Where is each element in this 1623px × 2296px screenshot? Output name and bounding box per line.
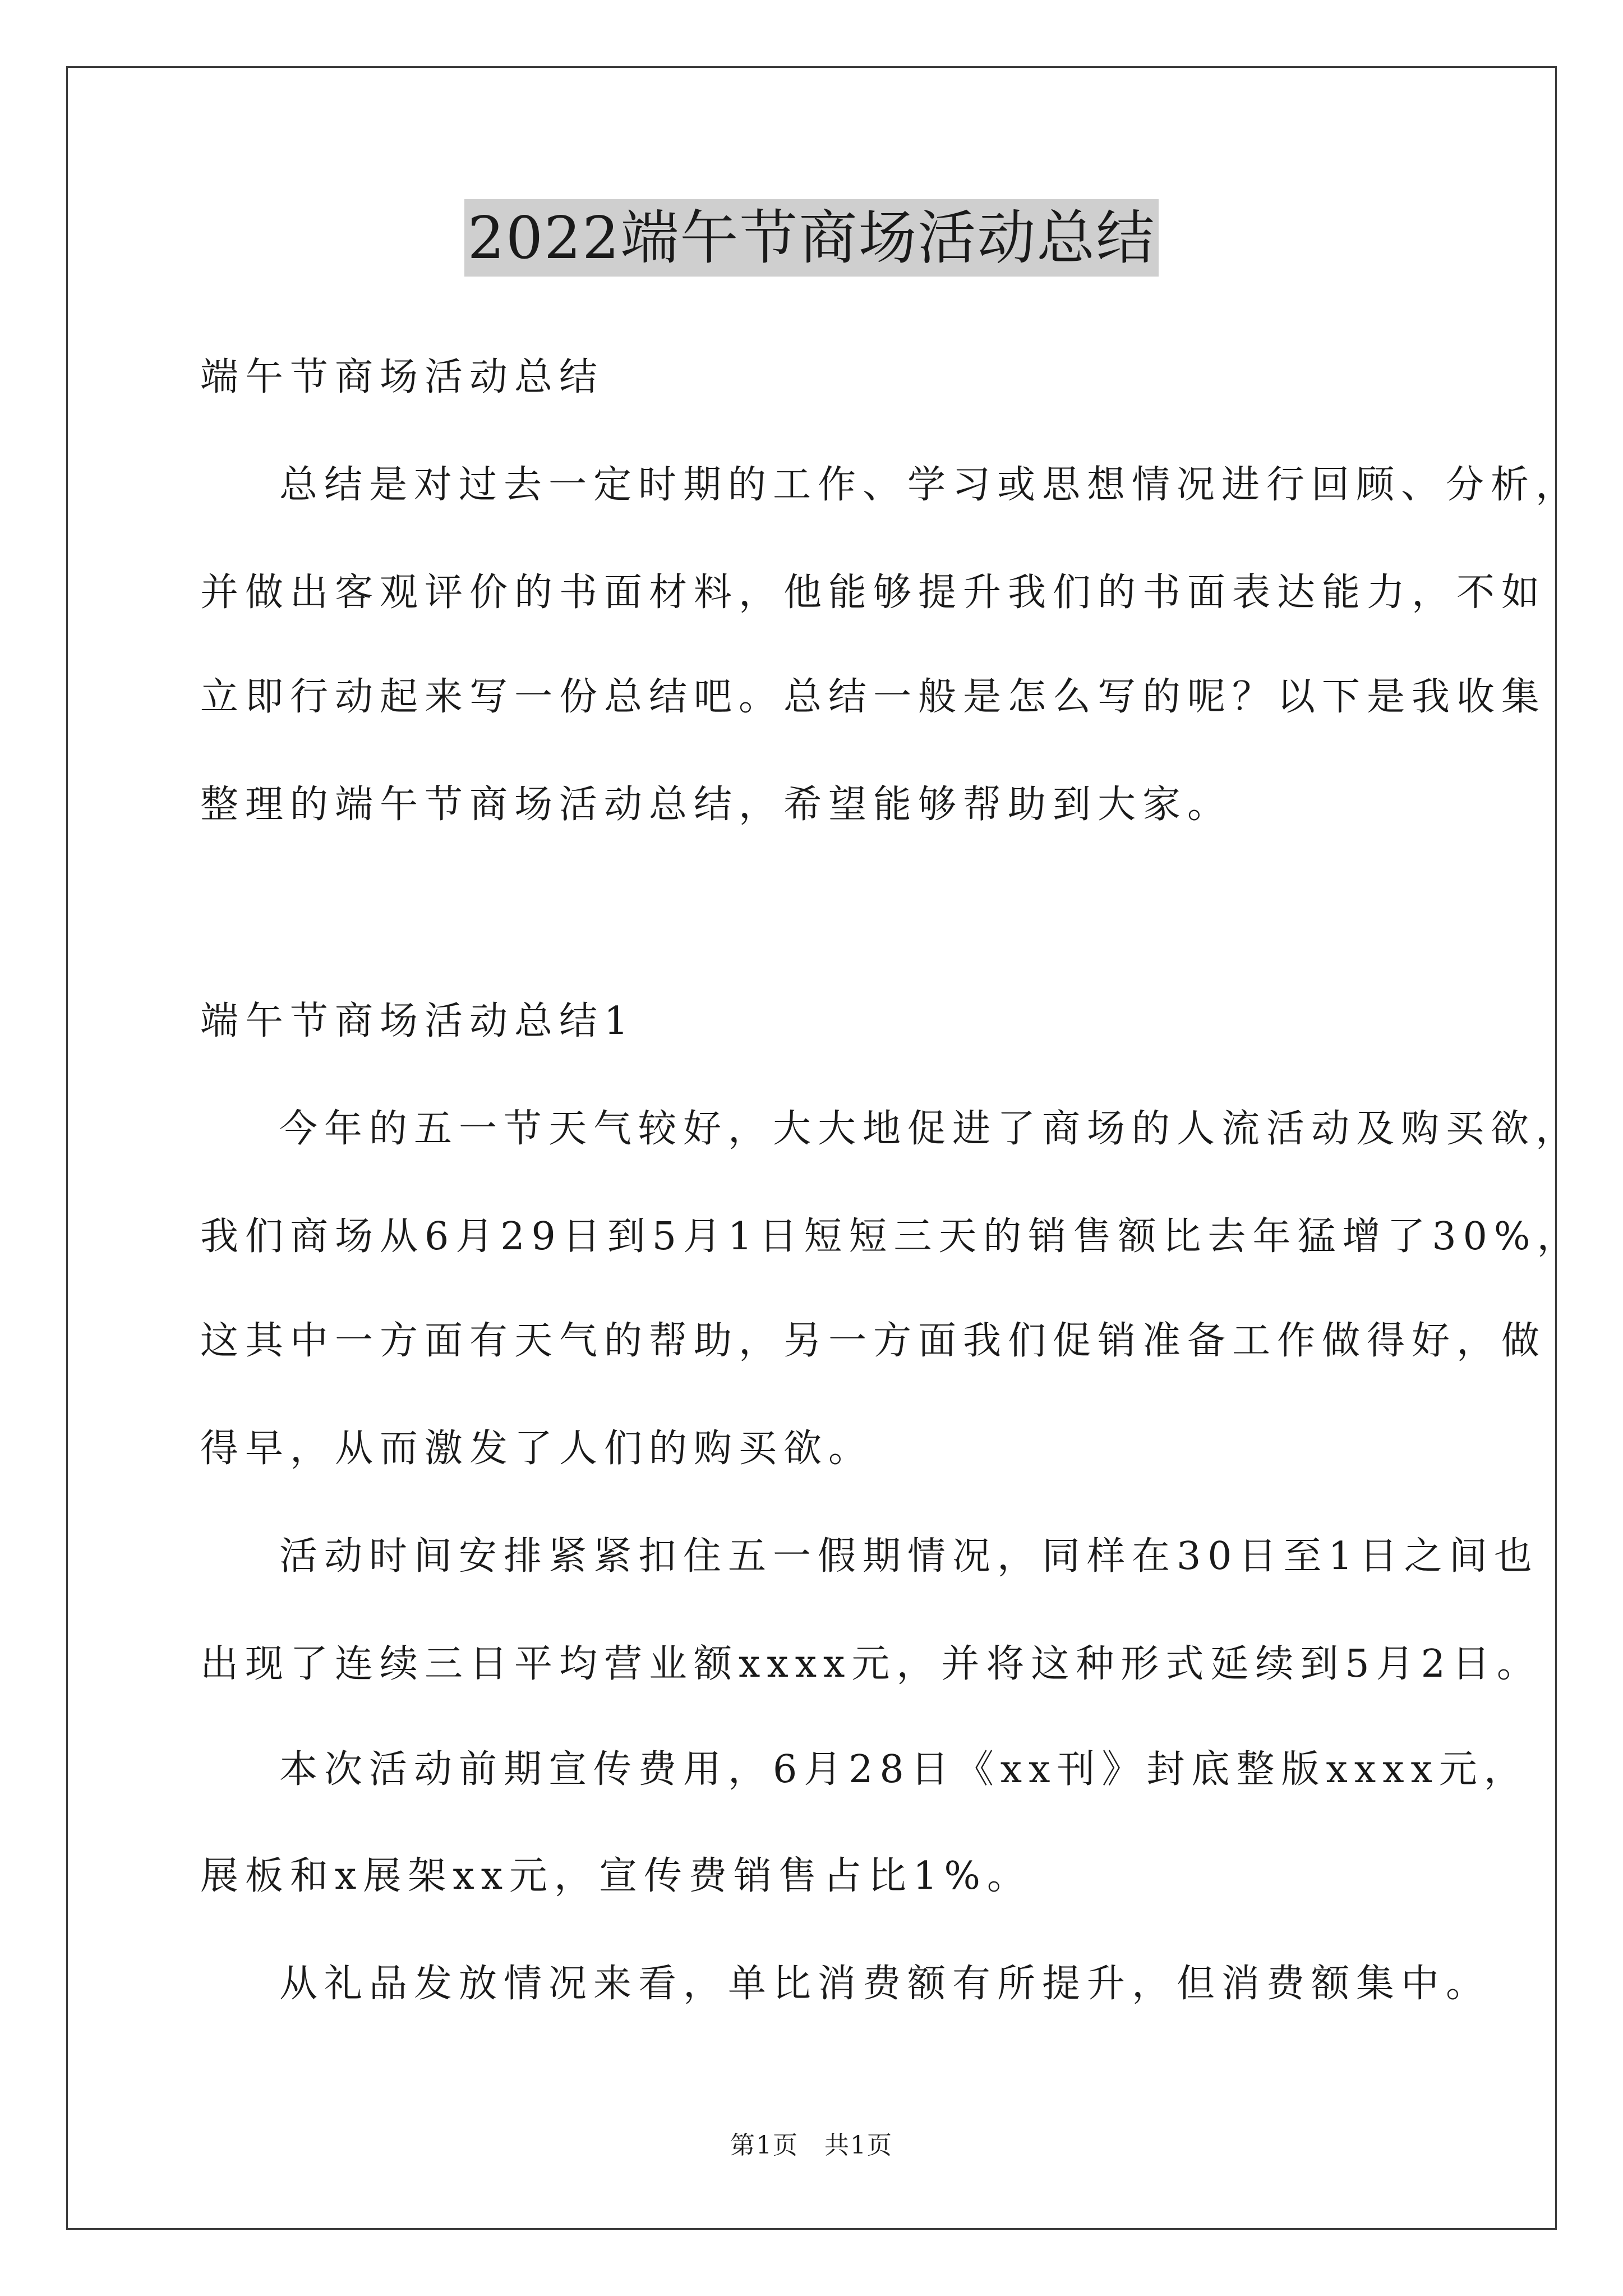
intro-line-4: 整理的端午节商场活动总结，希望能够帮助到大家。 [200,783,1233,827]
page-footer: 第1页 共1页 [730,2131,893,2160]
intro-line-3: 立即行动起来写一份总结吧。总结一般是怎么写的呢？以下是我收集 [200,675,1547,719]
para1-line-3: 这其中一方面有天气的帮助，另一方面我们促销准备工作做得好，做 [200,1319,1547,1363]
para1-line-4: 得早，从而激发了人们的购买欲。 [200,1427,874,1471]
section-heading: 端午节商场活动总结1 [200,999,635,1043]
intro-line-2: 并做出客观评价的书面材料，他能够提升我们的书面表达能力，不如 [200,570,1547,615]
title-container [0,199,1623,277]
para3-line-1: 本次活动前期宣传费用，6月28日《xx刊》封底整版xxxx元， [279,1747,1529,1792]
para4-line-1: 从礼品发放情况来看，单比消费额有所提升，但消费额集中。 [279,1962,1491,2006]
para2-line-1: 活动时间安排紧紧扣住五一假期情况，同样在30日至1日之间也 [279,1534,1539,1579]
document-title: 2022端午节商场活动总结 [464,199,1159,277]
para2-line-2: 出现了连续三日平均营业额xxxx元，并将这种形式延续到5月2日。 [200,1642,1542,1686]
para3-line-2: 展板和x展架xx元，宣传费销售占比1%。 [200,1854,1032,1898]
intro-line-1: 总结是对过去一定时期的工作、学习或思想情况进行回顾、分析， [279,463,1581,507]
subtitle: 端午节商场活动总结 [200,355,605,399]
para1-line-1: 今年的五一节天气较好，大大地促进了商场的人流活动及购买欲， [279,1107,1581,1151]
para1-line-2: 我们商场从6月29日到5月1日短短三天的销售额比去年猛增了30%， [200,1214,1582,1259]
